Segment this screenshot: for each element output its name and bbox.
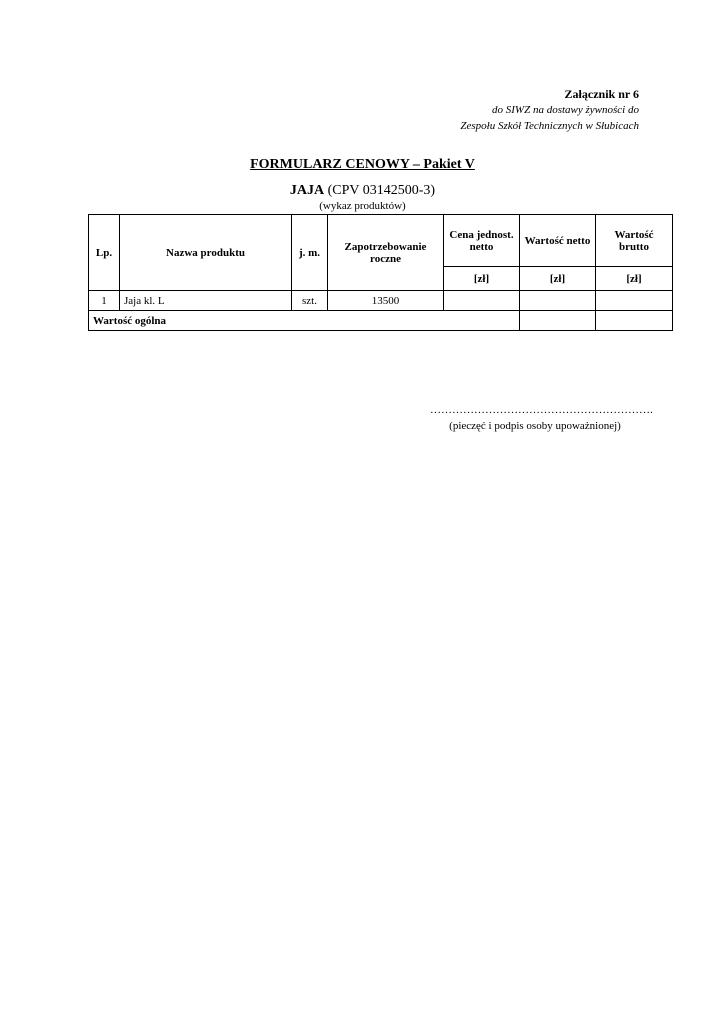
row-net-value[interactable] <box>520 291 596 311</box>
signature-line: ……………………………………………………. <box>430 404 653 416</box>
row-gross-value[interactable] <box>596 291 673 311</box>
header-net-value: Wartość netto <box>520 215 596 267</box>
row-lp: 1 <box>89 291 120 311</box>
annex-number: Załącznik nr 6 <box>564 87 639 101</box>
header-unit: j. m. <box>292 215 328 291</box>
header-product-name: Nazwa produktu <box>120 215 292 291</box>
form-title: FORMULARZ CENOWY – Pakiet V <box>250 157 475 172</box>
signature-caption: (pieczęć i podpis osoby upoważnionej) <box>449 420 621 432</box>
row-unit-price[interactable] <box>444 291 520 311</box>
total-gross-value[interactable] <box>596 311 673 331</box>
row-unit: szt. <box>292 291 328 311</box>
annex-subtitle-line1: do SIWZ na dostawy żywności do <box>492 104 639 116</box>
table-row <box>89 291 673 311</box>
row-demand: 13500 <box>328 291 444 311</box>
annex-subtitle-line2: Zespołu Szkół Technicznych w Słubicach <box>460 120 639 132</box>
product-list-note: (wykaz produktów) <box>319 200 406 212</box>
total-label: Wartość ogólna <box>89 311 520 331</box>
header-unit-price: Cena jednost. netto <box>444 215 520 267</box>
package-subtitle <box>0 183 725 199</box>
row-product-name: Jaja kl. L <box>120 291 292 311</box>
total-row <box>89 311 673 331</box>
total-net-value[interactable] <box>520 311 596 331</box>
currency-gross: [zł] <box>596 267 673 291</box>
currency-net: [zł] <box>520 267 596 291</box>
price-table <box>88 214 673 331</box>
header-annual-demand: Zapotrzebowanie roczne <box>328 215 444 291</box>
package-name: JAJA <box>289 183 325 198</box>
header-row <box>89 215 673 267</box>
package-cpv: (CPV 03142500-3) <box>324 183 436 198</box>
signature-block <box>430 404 653 432</box>
header-lp: Lp. <box>89 215 120 291</box>
currency-unit-price: [zł] <box>444 267 520 291</box>
annex-header <box>460 86 639 134</box>
header-gross-value: Wartość brutto <box>596 215 673 267</box>
